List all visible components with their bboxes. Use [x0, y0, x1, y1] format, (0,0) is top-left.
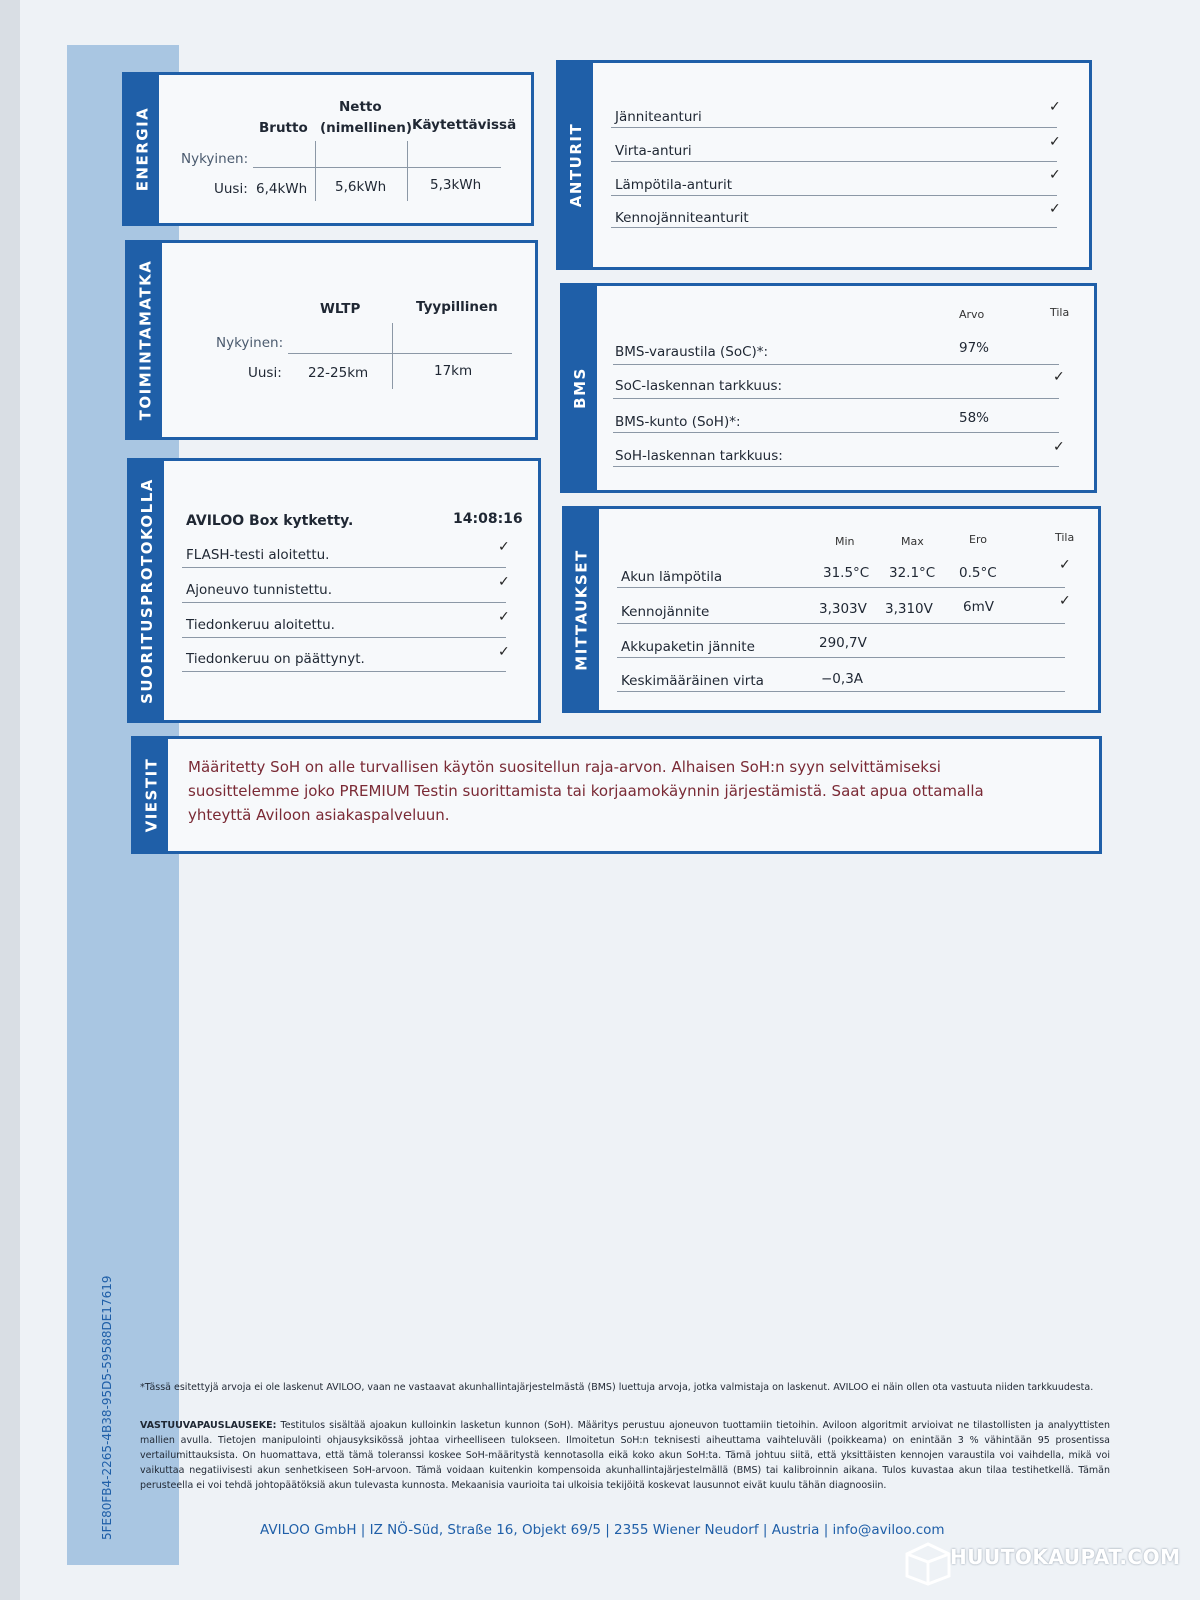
measure-ero: 6mV — [963, 599, 994, 615]
measure-ero: 0.5°C — [959, 565, 997, 581]
measure-min: −0,3A — [821, 671, 864, 687]
suoritusprotokolla-tab — [130, 461, 164, 720]
measure-max: 32.1°C — [889, 565, 936, 581]
protocol-item: FLASH-testi aloitettu. — [186, 547, 330, 563]
check-icon: ✓ — [1049, 201, 1061, 217]
bms-row-label: SoH-laskennan tarkkuus: — [615, 448, 783, 464]
check-icon: ✓ — [1053, 369, 1065, 385]
check-icon: ✓ — [1049, 167, 1061, 183]
col-kaytettavissa: Käytettävissä — [412, 117, 517, 133]
message-text: Määritetty SoH on alle turvallisen käytön suositellun raja-arvon. Alhaisen SoH:n syyn selvittämiseksi suosittelemme joko PREMIUM Testin suorittamista tai korjaamokäynnin järjestämistä. Saat apua ottamalla yhteyttä Aviloon asiakaspalveluun. — [188, 758, 984, 824]
measure-label: Keskimääräinen virta — [621, 673, 764, 689]
uusi-tyypillinen: 17km — [434, 363, 473, 379]
col-brutto: Brutto — [259, 120, 308, 136]
protocol-header: AVILOO Box kytketty. — [186, 513, 354, 529]
company-address: AVILOO GmbH | IZ NÖ-Süd, Straße 16, Objekt 69/5 | 2355 Wiener Neudorf | Austria | info@aviloo.com — [260, 1522, 945, 1538]
col-arvo: Arvo — [959, 308, 985, 321]
check-icon: ✓ — [1049, 99, 1061, 115]
measure-min: 290,7V — [819, 635, 867, 651]
row-uusi: Uusi: — [248, 365, 282, 381]
row-uusi: Uusi: — [214, 181, 248, 197]
suoritusprotokolla-title: SUORITUSPROTOKOLLA — [138, 477, 157, 704]
check-icon: ✓ — [1049, 134, 1061, 150]
viestit-title: VIESTIT — [142, 757, 161, 833]
anturit-title: ANTURIT — [567, 122, 586, 208]
bms-row-value: 97% — [959, 340, 990, 356]
anturi-item: Virta-anturi — [615, 143, 692, 159]
col-netto-1: Netto — [339, 99, 382, 115]
col-ero: Ero — [969, 533, 987, 546]
viestit-panel — [131, 736, 1102, 854]
disclaimer-label: VASTUUVAPAUSLAUSEKE: — [140, 1420, 277, 1431]
anturit-tab — [559, 63, 593, 267]
check-icon: ✓ — [1059, 593, 1071, 609]
bms-title: BMS — [571, 367, 590, 409]
toimintamatka-panel — [125, 240, 538, 440]
watermark-text: HUUTOKAUPAT.COM — [950, 1545, 1181, 1569]
disclaimer — [140, 1418, 1110, 1493]
row-nykyinen: Nykyinen: — [181, 151, 249, 167]
disclaimer-text: Testitulos sisältää ajoakun kulloinkin lasketun kunnon (SoH). Määritys perustuu ajoneuvon tuottamiin tietoihin. Avilоon algoritmit arvioivat ne tilastollisten ja analyyttisten mallien avulla. Tietojen manipulointi ohjausyksikössä johtaa virheelliseen tulokseen. Ilmoitetun SoH:n teknisesti aiheuttama vaihteluväli (poikkeama) on enintään 3 % vähintään 95 prosentissa vertailumittauksista. On huomattava, että tämä toleranssi koskee SoH-määritystä kennotasolla eikä koko akun SoH:ta. Tämä johtuu siitä, että yksittäisten kennojen varaustila voi vaihdella, mikä voi vaikuttaa negatiivisesti akun senhetkiseen SoH-arvoon. Tämä voidaan kuitenkin kompensoida akunhallintajärjestelmällä (BMS) tai kalibroinnin aikana. Tulos kuvastaa akun tilaa testihetkellä. Tämän perusteella ei voi tehdä johtopäätöksiä akun tulevasta kunnosta. Mekaanisia vaurioita tai ulkoisia tekijöitä koskevat lausunnot eivät kuulu tähän diagnoosiin. — [140, 1420, 1111, 1491]
bms-row-value: 58% — [959, 410, 990, 426]
col-tila: Tila — [1055, 531, 1075, 544]
measure-label: Akkupaketin jännite — [621, 639, 755, 655]
mittaukset-tab — [565, 509, 599, 710]
col-netto-2: (nimellinen) — [320, 120, 413, 136]
bms-row-label: SoC-laskennan tarkkuus: — [615, 378, 783, 394]
col-max: Max — [901, 535, 924, 548]
col-wltp: WLTP — [320, 301, 361, 317]
check-icon: ✓ — [498, 609, 510, 625]
uusi-brutto: 6,4kWh — [256, 181, 308, 197]
col-tila: Tila — [1050, 306, 1070, 319]
anturi-item: Lämpötila-anturit — [615, 177, 732, 193]
bms-tab — [563, 286, 597, 490]
measure-min: 3,303V — [819, 601, 867, 617]
mittaukset-title: MITTAUKSET — [573, 548, 592, 671]
measure-min: 31.5°C — [823, 565, 870, 581]
toimintamatka-tab — [128, 243, 162, 437]
energia-tab — [125, 75, 159, 223]
bms-panel — [560, 283, 1097, 493]
uusi-netto: 5,6kWh — [335, 179, 387, 195]
toimintamatka-title: TOIMINTAMATKA — [136, 259, 155, 421]
bms-row-label: BMS-varaustila (SoC)*: — [615, 344, 769, 360]
measure-max: 3,310V — [885, 601, 933, 617]
measure-label: Akun lämpötila — [621, 569, 723, 585]
uusi-kaytettavissa: 5,3kWh — [430, 177, 482, 193]
mittaukset-panel — [562, 506, 1101, 713]
viestit-tab — [134, 739, 168, 851]
footnote: *Tässä esitettyjä arvoja ei ole laskenut AVILOO, vaan ne vastaavat akunhallintajärjestelmästä (BMS) luettuja arvoja, jotka valmistaja on laskenut. AVILOO ei näin ollen ota vastuuta niiden tarkkuudesta. — [140, 1382, 1094, 1393]
suoritusprotokolla-panel — [127, 458, 541, 723]
measure-label: Kennojännite — [621, 604, 710, 620]
check-icon: ✓ — [498, 539, 510, 555]
anturi-item: Kennojänniteanturit — [615, 210, 749, 226]
watermark-logo-icon — [905, 1542, 951, 1586]
anturi-item: Jänniteanturi — [615, 109, 702, 125]
col-tyypillinen: Tyypillinen — [416, 299, 498, 315]
document-code: 5FE80FB4-2265-4B38-95D5-59588DE17619 — [100, 1275, 114, 1540]
protocol-item: Tiedonkeruu on päättynyt. — [186, 651, 365, 667]
bms-row-label: BMS-kunto (SoH)*: — [615, 414, 741, 430]
energia-title: ENERGIA — [133, 106, 152, 192]
energia-panel — [122, 72, 534, 226]
row-nykyinen: Nykyinen: — [216, 335, 284, 351]
check-icon: ✓ — [1053, 439, 1065, 455]
check-icon: ✓ — [1059, 557, 1071, 573]
anturit-panel — [556, 60, 1092, 270]
col-min: Min — [835, 535, 855, 548]
protocol-item: Ajoneuvo tunnistettu. — [186, 582, 332, 598]
check-icon: ✓ — [498, 574, 510, 590]
protocol-item: Tiedonkeruu aloitettu. — [186, 617, 335, 633]
protocol-time: 14:08:16 — [453, 511, 523, 527]
uusi-wltp: 22-25km — [308, 365, 369, 381]
check-icon: ✓ — [498, 644, 510, 660]
